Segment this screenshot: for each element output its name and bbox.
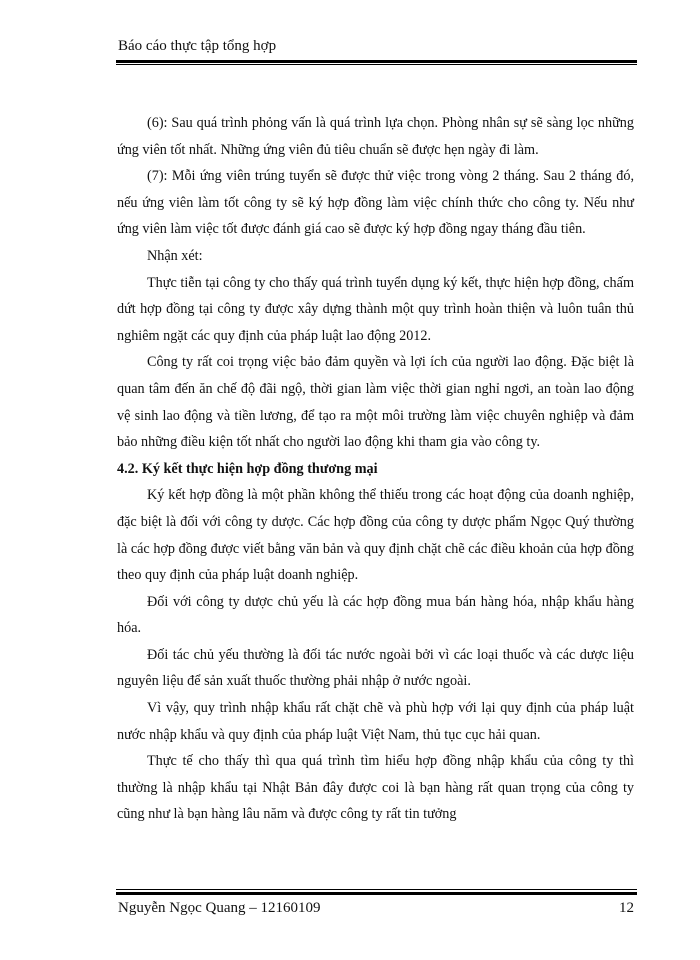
header-rule-thin bbox=[116, 64, 637, 65]
footer-rule-thin bbox=[116, 889, 637, 890]
paragraph-import-process: Vì vậy, quy trình nhập khẩu rất chặt chẽ và phù hợp với lại quy định của pháp luật nước nhập khẩu và quy định của pháp luật Việt Nam, thủ tục cục hải quan. bbox=[117, 700, 634, 743]
footer-author: Nguyễn Ngọc Quang – 12160109 bbox=[118, 900, 321, 916]
paragraph-remark-label: Nhận xét: bbox=[147, 247, 203, 264]
section-heading: 4.2. Ký kết thực hiện hợp đồng thương mại bbox=[117, 460, 378, 477]
paragraph-contract-types: Đối với công ty dược chủ yếu là các hợp đồng mua bán hàng hóa, nhập khẩu hàng hóa. bbox=[117, 593, 634, 637]
paragraph-contract-intro: Ký kết hợp đồng là một phần không thể thiếu trong các hoạt động của doanh nghiệp, đặc biệt là đối với công ty dược. Các hợp đồng của công ty dược phẩm Ngọc Quý thường là các hợp đồng được viết bằng văn bản và quy định chặt chẽ các điều khoản của hợp đồng theo quy định của pháp luật doanh nghiệp. bbox=[117, 487, 634, 584]
header-rule-thick bbox=[116, 60, 637, 63]
footer-rule-thick bbox=[116, 892, 637, 895]
paragraph-step-6: (6): Sau quá trình phỏng vấn là quá trình lựa chọn. Phòng nhân sự sẽ sàng lọc những ứng viên tốt nhất. Những ứng viên đủ tiêu chuẩn sẽ được hẹn ngày đi làm. bbox=[117, 115, 634, 158]
page-number: 12 bbox=[619, 900, 634, 916]
paragraph-employee-rights: Công ty rất coi trọng việc bảo đảm quyền và lợi ích của người lao động. Đặc biệt là quan tâm đến ăn chế độ đãi ngộ, thời gian làm việc thời gian nghỉ ngơi, an toàn lao động vệ sinh lao động và tiền lương, để tạo ra một môi trường làm việc chuyên nghiệp và đảm bảo những điều kiện tốt nhất cho người lao động khi tham gia vào công ty. bbox=[117, 354, 634, 451]
header-title: Báo cáo thực tập tổng hợp bbox=[118, 38, 277, 54]
paragraph-step-7: (7): Mỗi ứng viên trúng tuyển sẽ được thử việc trong vòng 2 tháng. Sau 2 tháng đó, nếu ứng viên làm tốt công ty sẽ ký hợp đồng làm việc chính thức cho công ty. Nếu như ứng viên làm việc tốt được đánh giá cao sẽ được ký hợp đồng ngay tháng đầu tiên. bbox=[117, 168, 634, 238]
paragraph-partners: Đối tác chủ yếu thường là đối tác nước ngoài bởi vì các loại thuốc và các dược liệu nguyên liệu để sản xuất thuốc thường phải nhập ở nước ngoài. bbox=[117, 646, 634, 690]
paragraph-remark-practice: Thực tiễn tại công ty cho thấy quá trình tuyển dụng ký kết, thực hiện hợp đồng, chấm dứt hợp đồng tại công ty được xây dựng thành một quy trình hoàn thiện và luôn tuân thủ nghiêm ngặt các quy định của pháp luật lao động 2012. bbox=[117, 274, 634, 344]
document-body bbox=[117, 110, 634, 828]
paragraph-japan-partner: Thực tế cho thấy thì qua quá trình tìm hiểu hợp đồng nhập khẩu của công ty thì thường là nhập khẩu tại Nhật Bản đây được coi là bạn hàng rất quan trọng của công ty cũng như là bạn hàng lâu năm và được công ty rất tin tưởng bbox=[117, 753, 634, 823]
